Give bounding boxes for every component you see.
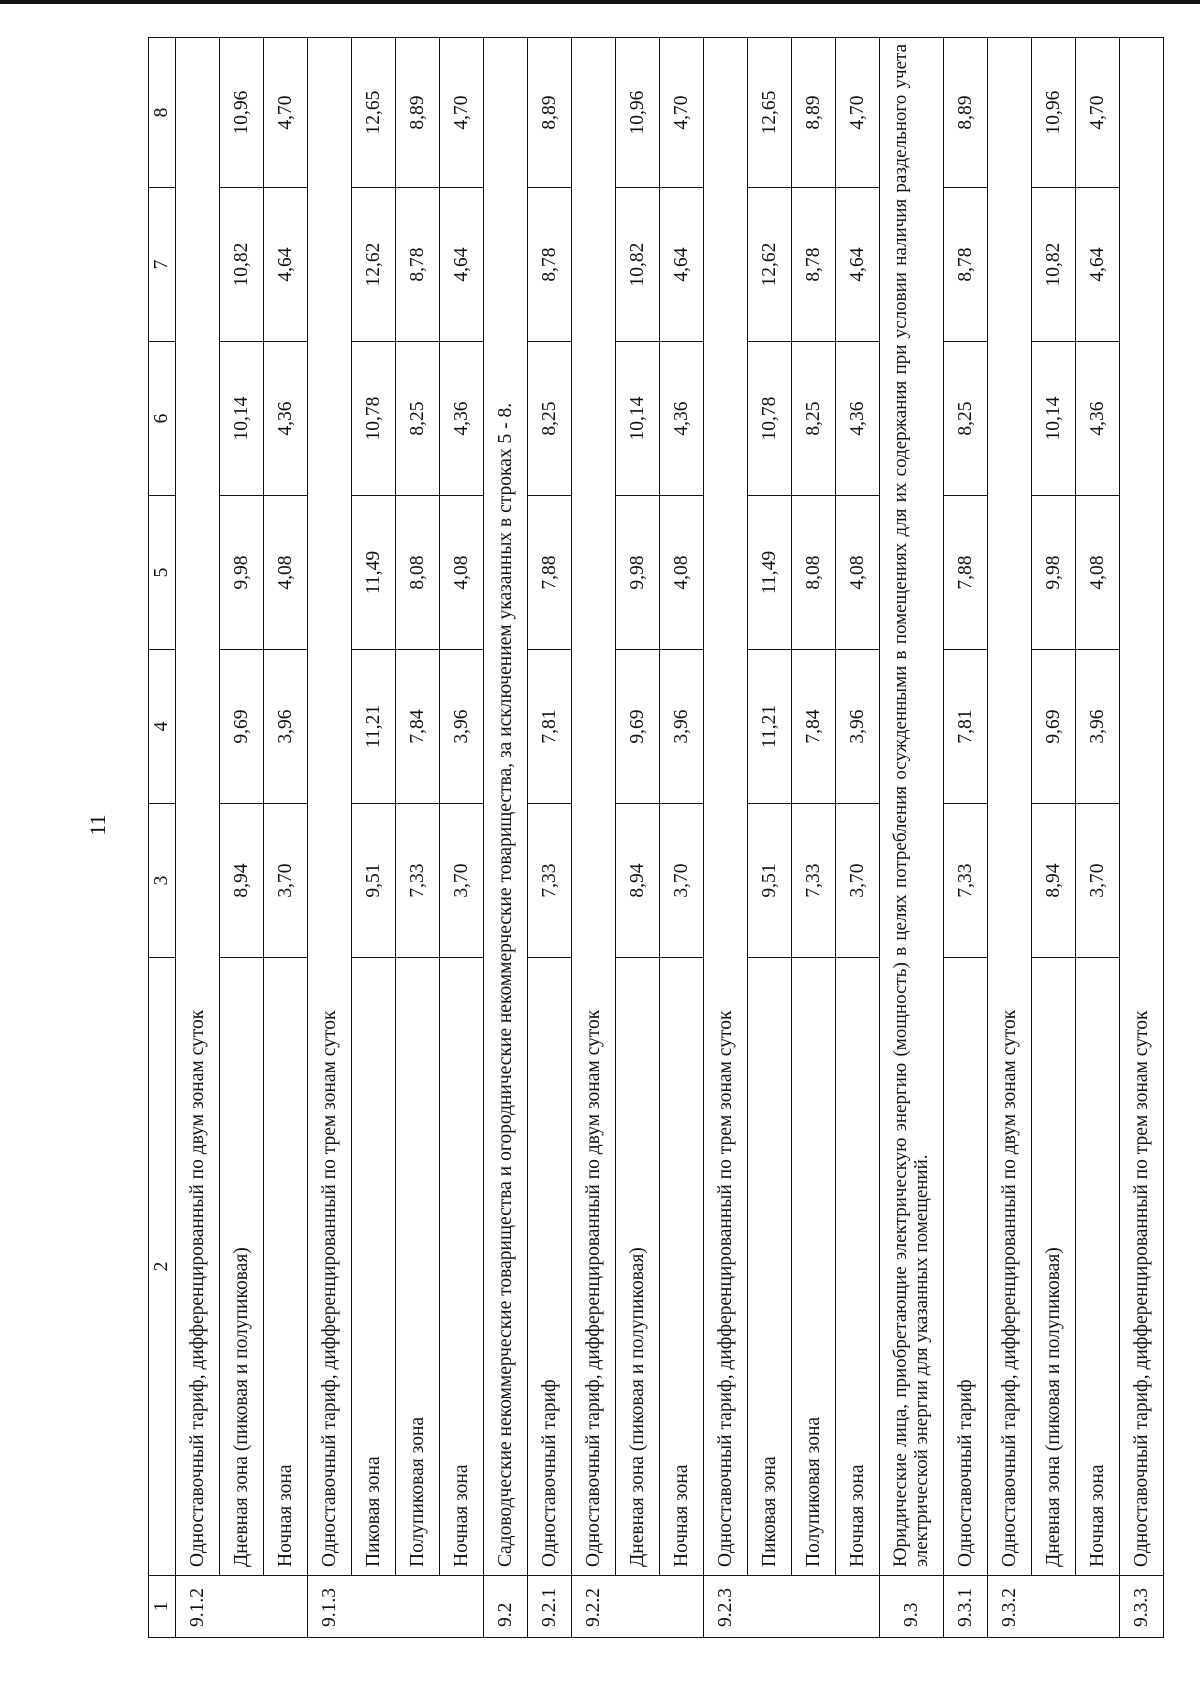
row-code: 9.2.3 [704, 1576, 748, 1638]
tariff-value: 8,78 [528, 188, 572, 342]
page-number: 11 [85, 814, 110, 836]
row-label: Дневная зона (пиковая и полупиковая) [220, 958, 264, 1576]
tariff-value: 7,88 [944, 496, 988, 650]
tariff-value: 3,70 [836, 804, 880, 958]
row-code [792, 1576, 836, 1638]
tariff-value: 7,88 [528, 496, 572, 650]
tariff-value: 8,89 [528, 38, 572, 188]
top-border-line [0, 0, 1200, 4]
tariff-value: 3,70 [1076, 804, 1120, 958]
tariff-value: 8,94 [1032, 804, 1076, 958]
table-row [836, 38, 880, 1638]
row-label: Ночная зона [836, 958, 880, 1576]
tariff-value: 4,08 [836, 496, 880, 650]
tariff-value: 8,25 [396, 342, 440, 496]
tariff-value: 9,69 [616, 650, 660, 804]
tariff-value: 3,70 [440, 804, 484, 958]
tariff-value: 3,96 [1076, 650, 1120, 804]
row-label: Ночная зона [264, 958, 308, 1576]
tariff-value: 7,33 [944, 804, 988, 958]
tariff-value: 7,84 [792, 650, 836, 804]
row-label: Полупиковая зона [792, 958, 836, 1576]
row-code [748, 1576, 792, 1638]
tariff-value: 4,64 [264, 188, 308, 342]
tariff-value: 10,78 [748, 342, 792, 496]
tariff-value: 8,89 [792, 38, 836, 188]
row-code [352, 1576, 396, 1638]
section-heading: Одноставочный тариф, дифференцированный по двум зонам суток [176, 38, 220, 1576]
tariff-value: 9,98 [616, 496, 660, 650]
tariff-value: 10,82 [616, 188, 660, 342]
tariff-value: 9,98 [1032, 496, 1076, 650]
tariff-value: 12,62 [748, 188, 792, 342]
tariff-value: 4,08 [440, 496, 484, 650]
row-label: Дневная зона (пиковая и полупиковая) [616, 958, 660, 1576]
tariff-value: 7,33 [396, 804, 440, 958]
tariff-value: 8,89 [396, 38, 440, 188]
tariff-value: 4,36 [264, 342, 308, 496]
section-row [176, 38, 220, 1638]
table-row [440, 38, 484, 1638]
tariff-value: 4,70 [1076, 38, 1120, 188]
table-row [1076, 38, 1120, 1638]
tariff-value: 8,25 [944, 342, 988, 496]
row-code [616, 1576, 660, 1638]
tariff-value: 11,21 [352, 650, 396, 804]
column-header: 2 [149, 958, 176, 1576]
tariff-value: 3,70 [264, 804, 308, 958]
column-header: 1 [149, 1576, 176, 1638]
section-row [1120, 38, 1164, 1638]
row-code: 9.2 [484, 1576, 528, 1638]
row-code [264, 1576, 308, 1638]
tariff-value: 4,08 [264, 496, 308, 650]
table-row [264, 38, 308, 1638]
row-label: Ночная зона [440, 958, 484, 1576]
tariff-value: 4,70 [836, 38, 880, 188]
tariff-value: 10,96 [1032, 38, 1076, 188]
tariff-value: 7,84 [396, 650, 440, 804]
header-row [149, 38, 176, 1638]
row-code: 9.1.3 [308, 1576, 352, 1638]
row-label: Ночная зона [1076, 958, 1120, 1576]
section-heading: Садоводческие некоммерческие товарищества и огороднические некоммерческие товарищества, за исключением указанных в строках 5 - 8. [484, 38, 528, 1576]
tariff-value: 3,96 [440, 650, 484, 804]
table-row [396, 38, 440, 1638]
row-code [220, 1576, 264, 1638]
section-heading: Одноставочный тариф, дифференцированный по трем зонам суток [1120, 38, 1164, 1576]
tariff-value: 9,98 [220, 496, 264, 650]
tariff-value: 10,82 [1032, 188, 1076, 342]
row-code: 9.1.2 [176, 1576, 220, 1638]
row-code: 9.2.1 [528, 1576, 572, 1638]
section-row [704, 38, 748, 1638]
tariff-value: 4,36 [660, 342, 704, 496]
tariff-value: 12,62 [352, 188, 396, 342]
table-row [1032, 38, 1076, 1638]
tariff-value: 11,49 [352, 496, 396, 650]
tariff-value: 8,25 [528, 342, 572, 496]
tariff-value: 8,25 [792, 342, 836, 496]
tariff-value: 4,64 [1076, 188, 1120, 342]
table-row [792, 38, 836, 1638]
tariff-value: 9,69 [1032, 650, 1076, 804]
row-label: Одноставочный тариф [944, 958, 988, 1576]
tariff-value: 7,33 [792, 804, 836, 958]
tariff-value: 3,96 [264, 650, 308, 804]
section-heading: Юридические лица, приобретающие электрическую энергию (мощность) в целях потребления осужденными в помещениях для их содержания при условии наличия раздельного учета электрической энергии для указанных помещений. [880, 38, 944, 1576]
section-heading: Одноставочный тариф, дифференцированный по двум зонам суток [572, 38, 616, 1576]
tariff-value: 8,89 [944, 38, 988, 188]
tariff-value: 4,70 [440, 38, 484, 188]
tariff-value: 11,21 [748, 650, 792, 804]
tariff-value: 10,14 [616, 342, 660, 496]
row-code [440, 1576, 484, 1638]
row-code: 9.3.3 [1120, 1576, 1164, 1638]
tariff-table-body [149, 38, 1164, 1638]
column-header: 7 [149, 188, 176, 342]
tariff-value: 7,33 [528, 804, 572, 958]
row-code: 9.2.2 [572, 1576, 616, 1638]
tariff-value: 10,14 [1032, 342, 1076, 496]
tariff-value: 9,69 [220, 650, 264, 804]
tariff-value: 8,94 [616, 804, 660, 958]
row-code [396, 1576, 440, 1638]
tariff-value: 10,82 [220, 188, 264, 342]
tariff-value: 3,70 [660, 804, 704, 958]
column-header: 8 [149, 38, 176, 188]
tariff-value: 8,78 [792, 188, 836, 342]
section-heading: Одноставочный тариф, дифференцированный по двум зонам суток [988, 38, 1032, 1576]
row-code [660, 1576, 704, 1638]
tariff-value: 7,81 [944, 650, 988, 804]
section-row [572, 38, 616, 1638]
rotated-page [148, 38, 1158, 1638]
tariff-value: 4,36 [440, 342, 484, 496]
tariff-value: 4,36 [836, 342, 880, 496]
column-header: 3 [149, 804, 176, 958]
tariff-value: 4,36 [1076, 342, 1120, 496]
table-row [660, 38, 704, 1638]
table-row [352, 38, 396, 1638]
row-label: Полупиковая зона [396, 958, 440, 1576]
row-code [1032, 1576, 1076, 1638]
table-row [748, 38, 792, 1638]
section-row [988, 38, 1032, 1638]
tariff-value: 10,14 [220, 342, 264, 496]
tariff-table [148, 37, 1164, 1638]
tariff-value: 4,70 [264, 38, 308, 188]
tariff-value: 4,08 [660, 496, 704, 650]
tariff-value: 12,65 [748, 38, 792, 188]
tariff-value: 7,81 [528, 650, 572, 804]
section-row [308, 38, 352, 1638]
tariff-value: 10,78 [352, 342, 396, 496]
tariff-value: 4,64 [836, 188, 880, 342]
tariff-value: 10,96 [616, 38, 660, 188]
tariff-value: 11,49 [748, 496, 792, 650]
row-code [836, 1576, 880, 1638]
table-row [220, 38, 264, 1638]
row-label: Дневная зона (пиковая и полупиковая) [1032, 958, 1076, 1576]
row-code: 9.3.2 [988, 1576, 1032, 1638]
tariff-value: 8,78 [396, 188, 440, 342]
section-row [880, 38, 944, 1638]
section-heading: Одноставочный тариф, дифференцированный по трем зонам суток [308, 38, 352, 1576]
tariff-value: 4,08 [1076, 496, 1120, 650]
tariff-value: 3,96 [836, 650, 880, 804]
tariff-value: 12,65 [352, 38, 396, 188]
row-label: Пиковая зона [748, 958, 792, 1576]
tariff-value: 9,51 [748, 804, 792, 958]
tariff-value: 4,70 [660, 38, 704, 188]
row-code: 9.3.1 [944, 1576, 988, 1638]
column-header: 5 [149, 496, 176, 650]
row-label: Одноставочный тариф [528, 958, 572, 1576]
table-row [944, 38, 988, 1638]
tariff-value: 4,64 [660, 188, 704, 342]
row-code [1076, 1576, 1120, 1638]
tariff-value: 8,08 [396, 496, 440, 650]
tariff-value: 8,08 [792, 496, 836, 650]
tariff-value: 9,51 [352, 804, 396, 958]
column-header: 6 [149, 342, 176, 496]
tariff-value: 4,64 [440, 188, 484, 342]
table-row [528, 38, 572, 1638]
row-label: Ночная зона [660, 958, 704, 1576]
tariff-value: 8,94 [220, 804, 264, 958]
row-code: 9.3 [880, 1576, 944, 1638]
tariff-value: 8,78 [944, 188, 988, 342]
tariff-value: 3,96 [660, 650, 704, 804]
section-heading: Одноставочный тариф, дифференцированный по трем зонам суток [704, 38, 748, 1576]
section-row [484, 38, 528, 1638]
tariff-value: 10,96 [220, 38, 264, 188]
column-header: 4 [149, 650, 176, 804]
table-row [616, 38, 660, 1638]
row-label: Пиковая зона [352, 958, 396, 1576]
